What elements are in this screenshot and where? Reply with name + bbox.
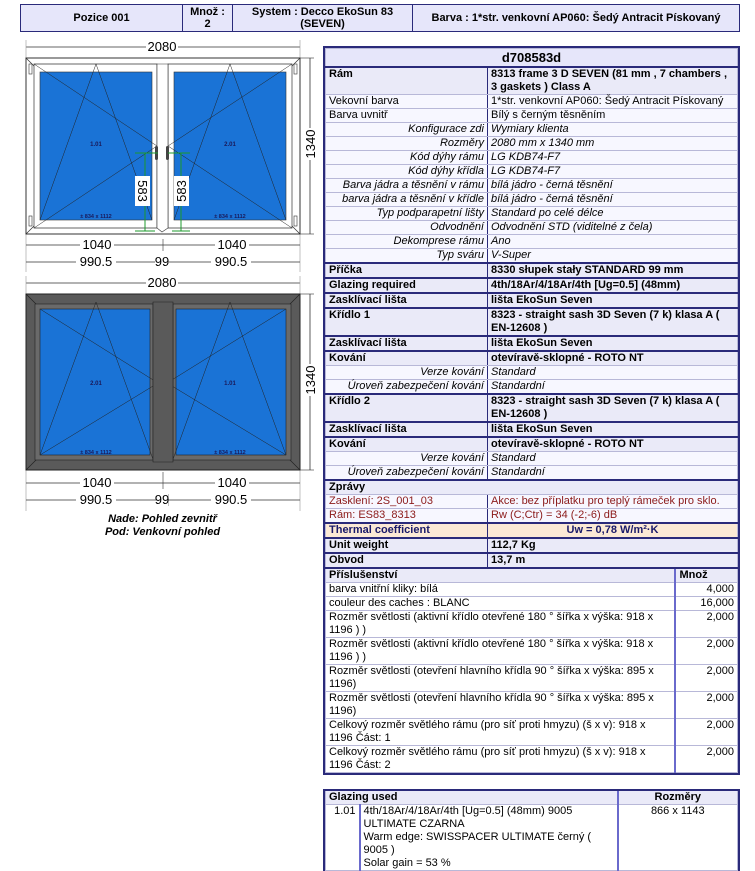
table-row	[326, 538, 738, 553]
glazing-header: Glazing used	[326, 791, 618, 805]
color-label: Barva : 1*str. venkovní AP060: Šedý Antracit Pískovaný	[431, 12, 721, 24]
accessory-qty: 2,000	[675, 611, 737, 638]
sash-width-dimension: 1040	[217, 475, 247, 490]
glazing-table	[323, 789, 740, 871]
property-key: Kování	[326, 351, 488, 366]
table-row	[326, 95, 738, 109]
accessory-name: Rozměr světlosti (otevření hlavního křídla 90 ° šířka x výška: 895 x 1196)	[326, 665, 676, 692]
property-key: Příčka	[326, 263, 488, 278]
message-value: Akce: bez příplatku pro teplý rámeček pro sklo.	[488, 495, 738, 509]
table-row	[326, 366, 738, 380]
table-row	[326, 480, 738, 495]
table-row	[326, 179, 738, 193]
height-dimension: 1340	[303, 365, 318, 395]
property-key: Křídlo 1	[326, 308, 488, 336]
property-value: Standard po celé délce	[488, 207, 738, 221]
sash-width-dimension: 1040	[217, 237, 247, 252]
table-row	[326, 351, 738, 366]
accessory-name: barva vnitřní kliky: bílá	[326, 583, 676, 597]
table-row	[326, 235, 738, 249]
property-key: Křídlo 2	[326, 394, 488, 422]
property-value: Standardní	[488, 380, 738, 395]
sash-label: 2.01	[224, 142, 236, 148]
table-row	[326, 437, 738, 452]
property-key: Verze kování	[326, 366, 488, 380]
message-value: Rw (C;Ctr) = 34 (-2;-6) dB	[488, 509, 738, 524]
glass-width-dimension: 990.5	[214, 492, 248, 507]
property-key: Konfigurace zdi	[326, 123, 488, 137]
message-key: Zasklení: 2S_001_03	[326, 495, 488, 509]
property-value: Wymiary klienta	[488, 123, 738, 137]
property-value: otevíravě-sklopné - ROTO NT	[488, 437, 738, 452]
drawing-caption	[0, 513, 325, 539]
accessory-name: Rozměr světlosti (aktivní křídlo otevřené 180 ° šířka x výška: 918 x 1196 ) )	[326, 611, 676, 638]
property-value: 8313 frame 3 D SEVEN (81 mm , 7 chambers , 3 gaskets ) Class A	[488, 67, 738, 95]
table-row	[326, 336, 738, 351]
table-row	[326, 308, 738, 336]
weight-value: 112,7 Kg	[488, 538, 738, 553]
property-value: 1*str. venkovní AP060: Šedý Antracit Pískovaný	[488, 95, 738, 109]
property-value: Standardní	[488, 466, 738, 481]
table-row	[326, 495, 738, 509]
accessory-qty: 4,000	[675, 583, 737, 597]
property-value: Odvodnění STD (viditelné z čela)	[488, 221, 738, 235]
table-row	[326, 422, 738, 437]
perimeter-value: 13,7 m	[488, 553, 738, 568]
property-key: Barva uvnitř	[326, 109, 488, 123]
table-row	[326, 509, 738, 524]
message-key: Rám: ES83_8313	[326, 509, 488, 524]
table-row	[326, 466, 738, 481]
handle-height-label: 583	[174, 180, 189, 202]
caption-inside: Nade: Pohled zevnitř	[108, 513, 217, 525]
property-value: LG KDB74-F7	[488, 165, 738, 179]
thermal-value: Uw = 0,78 W/m²·K	[488, 523, 738, 538]
glazing-description	[360, 805, 618, 871]
sash-label: 1.01	[224, 381, 236, 387]
property-key: Odvodnění	[326, 221, 488, 235]
property-key: Kování	[326, 437, 488, 452]
hinge-icon	[294, 216, 297, 226]
property-value: Standard	[488, 366, 738, 380]
position-header	[20, 4, 740, 32]
table-row	[326, 249, 738, 264]
glass-dimension: ± 834 x 1112	[214, 450, 246, 456]
table-row	[326, 523, 738, 538]
hinge-icon	[29, 64, 32, 74]
property-key: Rozměry	[326, 137, 488, 151]
table-row	[326, 263, 738, 278]
outside-view	[26, 275, 318, 511]
hinge-icon	[29, 216, 32, 226]
table-row	[326, 221, 738, 235]
accessory-qty: 2,000	[675, 692, 737, 719]
glass-width-dimension: 990.5	[79, 492, 113, 507]
property-value: 8323 - straight sash 3D Seven (7 k) klasa A ( EN-12608 )	[488, 394, 738, 422]
position-label: Pozice 001	[21, 5, 183, 31]
table-row	[326, 597, 738, 611]
qty-header: Množ	[675, 568, 737, 583]
property-key: Glazing required	[326, 278, 488, 293]
product-code: d708583d	[326, 49, 738, 68]
property-key: Zasklívací lišta	[326, 336, 488, 351]
property-value: bílá jádro - černá těsnění	[488, 193, 738, 207]
mullion-width-dimension: 99	[154, 492, 170, 507]
property-value: LG KDB74-F7	[488, 151, 738, 165]
hinge-icon	[294, 64, 297, 74]
accessory-name: couleur des caches : BLANC	[326, 597, 676, 611]
accessory-qty: 2,000	[675, 638, 737, 665]
accessory-name: Celkový rozměr světlého rámu (pro síť proti hmyzu) (š x v): 918 x 1196 Část: 1	[326, 719, 676, 746]
property-value: 2080 mm x 1340 mm	[488, 137, 738, 151]
sash-left	[40, 302, 158, 462]
property-key: Verze kování	[326, 452, 488, 466]
glass-dimension: ± 834 x 1112	[214, 214, 246, 220]
caption-outside: Pod: Venkovní pohled	[104, 526, 221, 538]
system-label: System : Decco EkoSun 83 (SEVEN)	[233, 5, 413, 31]
glass-dimension: ± 834 x 1112	[80, 214, 112, 220]
property-value: Ano	[488, 235, 738, 249]
property-key: Dekomprese rámu	[326, 235, 488, 249]
weight-key: Unit weight	[326, 538, 488, 553]
glazing-line2: Warm edge: SWISSPACER ULTIMATE černý ( 9005 )	[363, 831, 592, 856]
window-drawing	[0, 36, 325, 511]
sash-label: 1.01	[90, 142, 102, 148]
sash-label: 2.01	[90, 381, 102, 387]
table-row	[326, 67, 738, 95]
property-key: Rám	[326, 67, 488, 95]
accessory-name: Rozměr světlosti (otevření hlavního křídla 90 ° šířka x výška: 895 x 1196)	[326, 692, 676, 719]
table-row	[326, 665, 738, 692]
property-value: 4th/18Ar/4/18Ar/4th [Ug=0.5] (48mm)	[488, 278, 738, 293]
dims-header: Rozměry	[618, 791, 738, 805]
property-key: Kód dýhy rámu	[326, 151, 488, 165]
glazing-row	[326, 805, 738, 871]
accessory-qty: 2,000	[675, 665, 737, 692]
table-row	[326, 109, 738, 123]
property-value: lišta EkoSun Seven	[488, 422, 738, 437]
accessory-qty: 2,000	[675, 746, 737, 773]
glass-width-dimension: 990.5	[214, 254, 248, 269]
accessory-name: Celkový rozměr světlého rámu (pro síť proti hmyzu) (š x v): 918 x 1196 Část: 2	[326, 746, 676, 773]
property-key: Typ sváru	[326, 249, 488, 264]
thermal-key: Thermal coefficient	[326, 523, 488, 538]
table-row	[326, 394, 738, 422]
perimeter-key: Obvod	[326, 553, 488, 568]
accessory-qty: 2,000	[675, 719, 737, 746]
sash-width-dimension: 1040	[82, 237, 112, 252]
table-row	[326, 123, 738, 137]
table-row	[326, 611, 738, 638]
table-row	[326, 151, 738, 165]
accessory-qty: 16,000	[675, 597, 737, 611]
mullion	[153, 302, 173, 462]
table-row	[326, 719, 738, 746]
glazing-id: 1.01	[326, 805, 360, 871]
property-key: Vekovní barva	[326, 95, 488, 109]
table-row	[326, 553, 738, 568]
property-value: V-Super	[488, 249, 738, 264]
property-value: 8323 - straight sash 3D Seven (7 k) klasa A ( EN-12608 )	[488, 308, 738, 336]
mullion-width-dimension: 99	[154, 254, 170, 269]
handle-height-label: 583	[135, 180, 150, 202]
table-row	[326, 207, 738, 221]
height-dimension: 1340	[303, 129, 318, 159]
property-value: lišta EkoSun Seven	[488, 336, 738, 351]
glass-width-dimension: 990.5	[79, 254, 113, 269]
width-dimension: 2080	[147, 39, 177, 54]
property-value: Bílý s černým těsněním	[488, 109, 738, 123]
property-key: Kód dýhy křídla	[326, 165, 488, 179]
quantity-label: Množ : 2	[183, 5, 233, 31]
property-key: Barva jádra a těsnění v rámu	[326, 179, 488, 193]
properties-table	[323, 46, 740, 775]
property-value: bílá jádro - černá těsnění	[488, 179, 738, 193]
property-key: Úroveň zabezpečení kování	[326, 466, 488, 481]
property-value: lišta EkoSun Seven	[488, 293, 738, 308]
glazing-line1: 4th/18Ar/4/18Ar/4th [Ug=0.5] (48mm) 9005 ULTIMATE CZARNA	[363, 805, 573, 830]
property-key: Zasklívací lišta	[326, 422, 488, 437]
table-row	[326, 293, 738, 308]
table-row	[326, 278, 738, 293]
width-dimension: 2080	[147, 275, 177, 290]
messages-header: Zprávy	[326, 480, 738, 495]
table-row	[326, 568, 738, 583]
table-row	[326, 193, 738, 207]
accessory-name: Rozměr světlosti (aktivní křídlo otevřené 180 ° šířka x výška: 918 x 1196 ) )	[326, 638, 676, 665]
glazing-dims: 866 x 1143	[618, 805, 738, 871]
property-key: Typ podparapetní lišty	[326, 207, 488, 221]
glazing-line3: Solar gain = 53 %	[363, 857, 451, 869]
table-row	[326, 583, 738, 597]
property-value: otevíravě-sklopné - ROTO NT	[488, 351, 738, 366]
property-value: 8330 słupek stały STANDARD 99 mm	[488, 263, 738, 278]
inside-view	[26, 39, 318, 272]
table-row	[326, 692, 738, 719]
table-row	[326, 746, 738, 773]
glass-dimension: ± 834 x 1112	[80, 450, 112, 456]
table-row	[326, 452, 738, 466]
property-key: barva jádra a těsnění v křídle	[326, 193, 488, 207]
sash-width-dimension: 1040	[82, 475, 112, 490]
property-value: Standard	[488, 452, 738, 466]
table-row	[326, 165, 738, 179]
table-row	[326, 137, 738, 151]
table-row	[326, 638, 738, 665]
property-key: Zasklívací lišta	[326, 293, 488, 308]
accessories-header: Příslušenství	[326, 568, 676, 583]
table-row	[326, 380, 738, 395]
property-key: Úroveň zabezpečení kování	[326, 380, 488, 395]
sash-right	[167, 302, 286, 462]
